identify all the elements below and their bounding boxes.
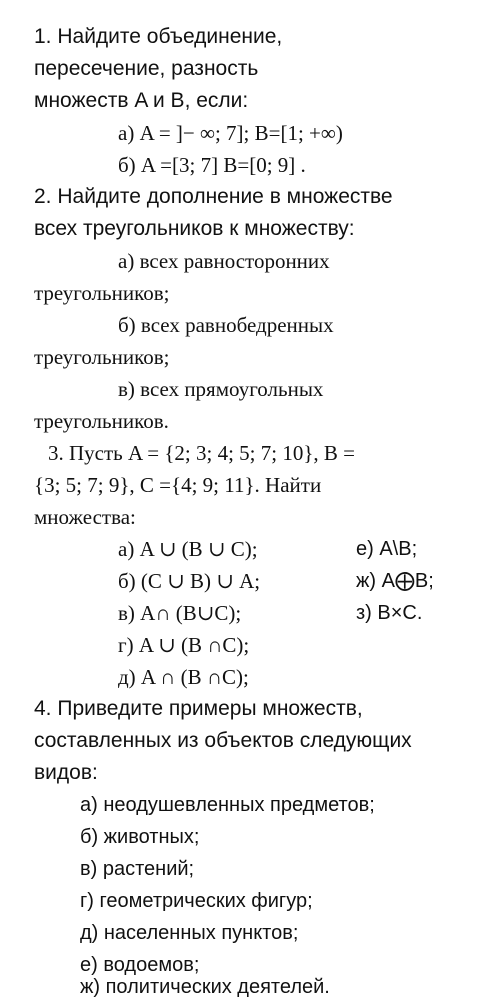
- task3-left-item-c: в) A∩ (B∪C);: [118, 601, 242, 625]
- task3-left-item-e: д) A ∩ (B ∩C);: [118, 665, 249, 689]
- task2-item-c-line1: в) всех прямоугольных: [118, 377, 324, 401]
- task1-item-b: б) A =[3; 7] B=[0; 9] .: [118, 153, 306, 177]
- task2-item-a-line2: треугольников;: [34, 281, 170, 305]
- task4-heading-line3: видов:: [34, 761, 98, 784]
- task2-heading-line1: 2. Найдите дополнение в множестве: [34, 185, 393, 208]
- task3-left-item-a: а) A ∪ (B ∪ C);: [118, 537, 258, 561]
- task2-heading-line2: всех треугольников к множеству:: [34, 217, 355, 240]
- task4-heading-line2: составленных из объектов следующих: [34, 729, 412, 752]
- task2-item-b-line1: б) всех равнобедренных: [118, 313, 334, 337]
- task3-right-item-e: е) A\B;: [356, 538, 418, 560]
- task1-heading-line1: 1. Найдите объединение,: [34, 25, 283, 48]
- task1-heading-line2: пересечение, разность: [34, 57, 259, 80]
- task4-item: ж) политических деятелей.: [80, 976, 330, 998]
- task4-item: в) растений;: [80, 858, 195, 880]
- task4-item: а) неодушевленных предметов;: [80, 794, 375, 816]
- task2-item-a-line1: а) всех равносторонних: [118, 249, 330, 273]
- task4-heading-line1: 4. Приведите примеры множеств,: [34, 697, 363, 720]
- task3-heading-line3: множества:: [34, 505, 136, 529]
- task4-item: д) населенных пунктов;: [80, 922, 299, 944]
- task3-heading-line2: {3; 5; 7; 9}, C ={4; 9; 11}. Найти: [34, 473, 322, 497]
- task4-item: г) геометрических фигур;: [80, 890, 313, 912]
- task4-item: е) водоемов;: [80, 954, 200, 976]
- task2-item-b-line2: треугольников;: [34, 345, 170, 369]
- task4-item: б) животных;: [80, 826, 200, 848]
- task2-item-c-line2: треугольников.: [34, 409, 169, 433]
- task3-left-item-d: г) A ∪ (B ∩C);: [118, 633, 250, 657]
- task1-heading-line3: множеств A и B, если:: [34, 89, 249, 112]
- task3-left-item-b: б) (C ∪ B) ∪ A;: [118, 569, 261, 593]
- task1-item-a: а) A = ]− ∞; 7]; B=[1; +∞): [118, 121, 343, 145]
- task3-heading-line1: 3. Пусть A = {2; 3; 4; 5; 7; 10}, B =: [48, 441, 356, 465]
- task3-right-item-z: з) B×C.: [356, 602, 423, 624]
- task3-right-item-zh: ж) A⨁B;: [356, 570, 434, 592]
